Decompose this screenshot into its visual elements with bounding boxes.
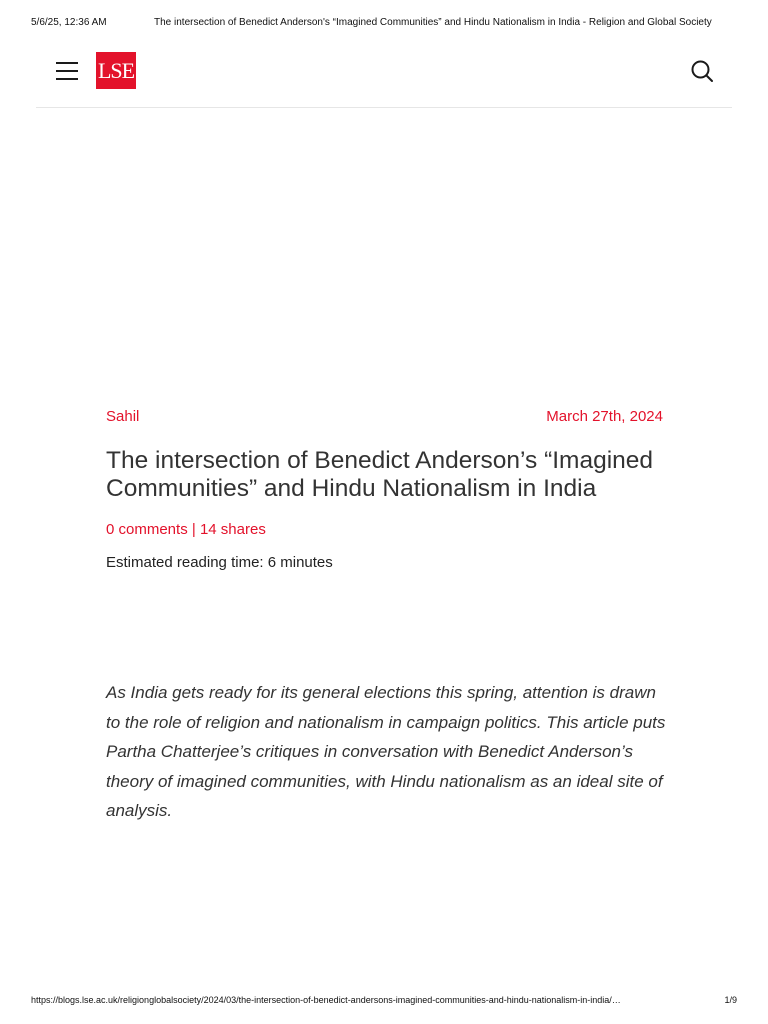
search-icon-svg <box>690 59 714 83</box>
menu-bar <box>56 70 78 72</box>
article-standfirst: As India gets ready for its general elections this spring, attention is drawn to the role of religion and nationalism in campaign politics. This article puts Partha Chatterjee’s critiques in conversation with Benedict Anderson’s theory of imagined communities, with Hindu nationalism as an ideal site of analysis. <box>106 683 666 820</box>
print-page-number: 1/9 <box>724 995 737 1005</box>
print-footer <box>0 995 768 1009</box>
publish-date: March 27th, 2024 <box>546 408 663 425</box>
menu-bar <box>56 62 78 64</box>
print-url: https://blogs.lse.ac.uk/religionglobalsociety/2024/03/the-intersection-of-benedict-andersons-imagined-communities-and-hindu-nationalism-in-india/… <box>31 995 621 1005</box>
reading-time: Estimated reading time: 6 minutes <box>106 554 333 571</box>
article-title: The intersection of Benedict Anderson’s “Imagined Communities” and Hindu Nationalism in India <box>106 447 654 502</box>
stats-separator: | <box>191 521 196 538</box>
shares-count[interactable]: 14 shares <box>199 521 266 538</box>
comments-link[interactable]: 0 comments <box>106 521 188 538</box>
search-icon[interactable] <box>690 59 714 83</box>
print-datetime: 5/6/25, 12:36 AM <box>31 17 107 28</box>
social-stats <box>106 521 266 538</box>
menu-bar <box>56 78 78 80</box>
site-header <box>36 50 732 108</box>
print-header <box>0 17 768 31</box>
author-link[interactable]: Sahil <box>106 408 140 425</box>
lse-logo[interactable]: LSE <box>96 52 136 89</box>
print-page-title: The intersection of Benedict Anderson's “Imagined Communities” and Hindu Nationalism in India - Religion and Global Society <box>154 17 712 28</box>
hamburger-menu-icon[interactable] <box>56 60 78 82</box>
article-meta <box>106 408 663 428</box>
